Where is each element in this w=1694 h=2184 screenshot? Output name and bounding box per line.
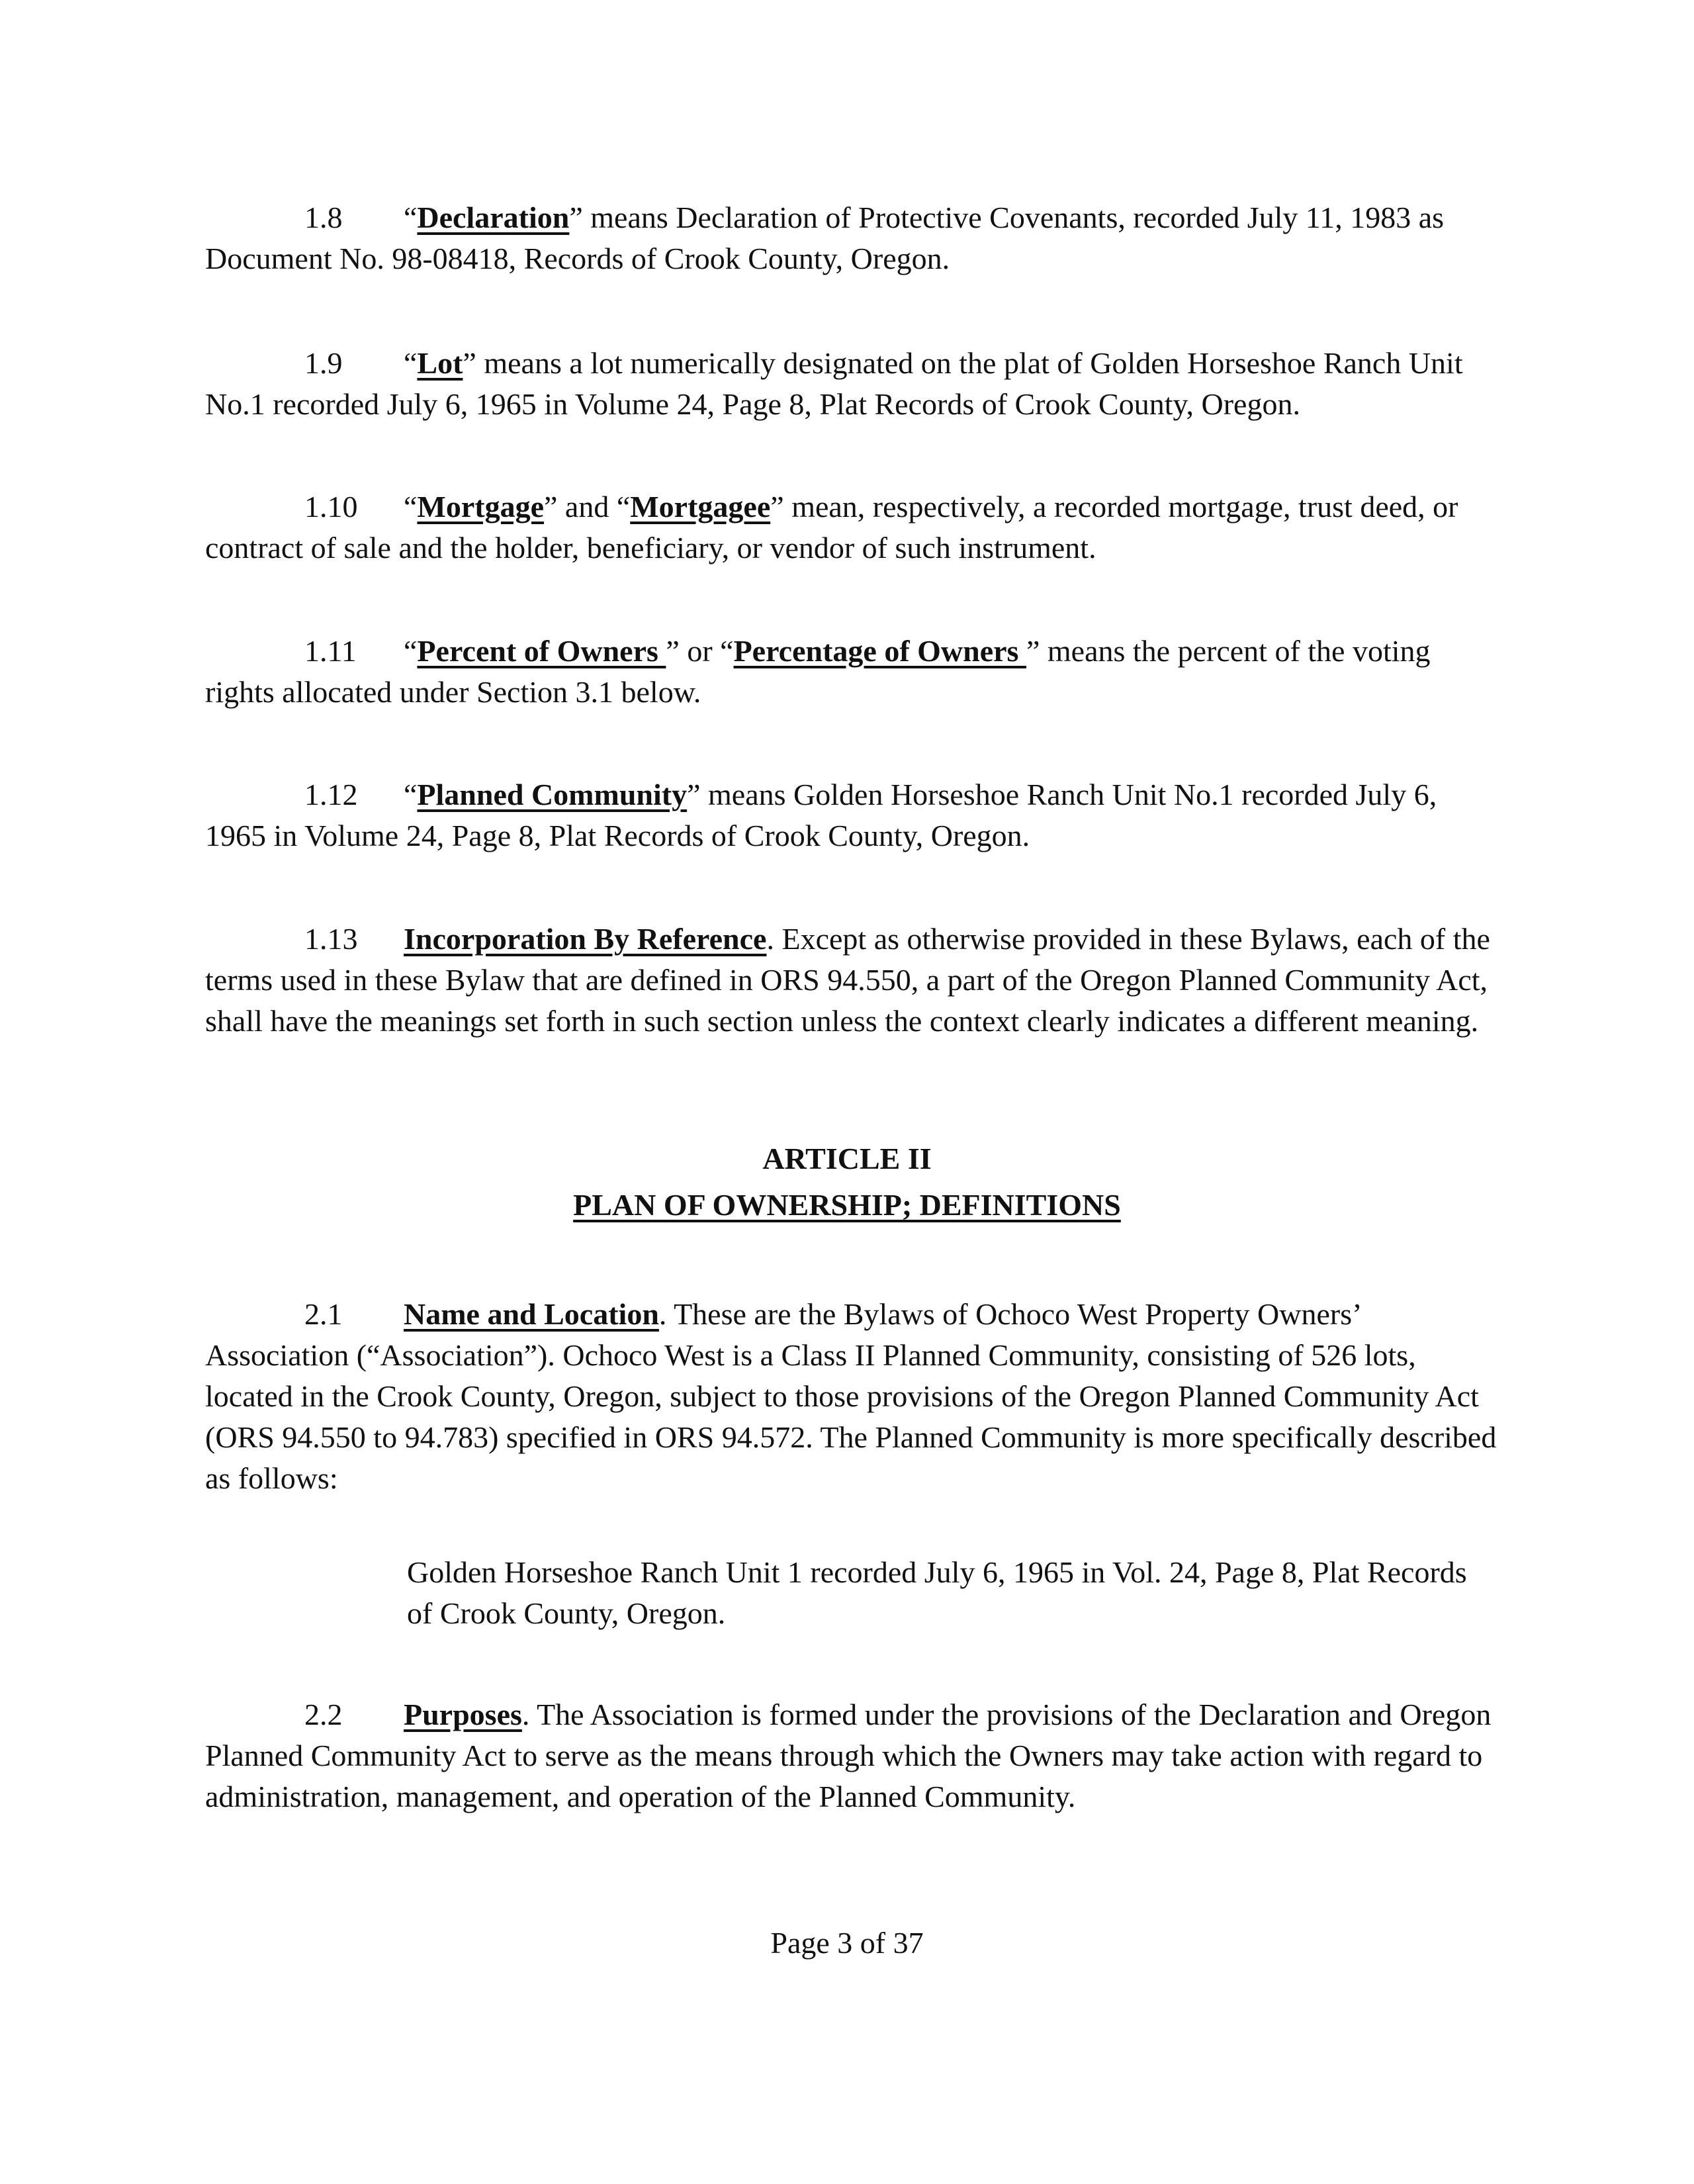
section-text: means the percent of the voting rights allocated under Section 3.1 below.	[205, 634, 1431, 709]
defined-term: Percent of Owners	[417, 634, 666, 668]
section-number: 2.2	[304, 1698, 343, 1731]
section-text: means a lot numerically designated on the plat of Golden Horseshoe Ranch Unit No.1 recorded July 6, 1965 in Volume 24, Page 8, Plat Records of Crook County, Oregon.	[205, 346, 1463, 421]
section-1-12: 1.12 “Planned Community” means Golden Horseshoe Ranch Unit No.1 recorded July 6, 1965 in Volume 24, Page 8, Plat Records of Crook County, Oregon.	[205, 774, 1502, 856]
section-number: 1.13	[304, 922, 358, 956]
section-number: 1.12	[304, 778, 358, 811]
defined-term-2: Percentage of Owners	[733, 634, 1026, 668]
defined-term: Name and Location	[404, 1297, 659, 1331]
page-number: Page 3 of 37	[770, 1926, 924, 1960]
section-number: 1.11	[304, 634, 357, 668]
section-1-10: 1.10 “Mortgage” and “Mortgagee” mean, respectively, a recorded mortgage, trust deed, or contract of sale and the holder, beneficiary, or vendor of such instrument.	[205, 486, 1502, 569]
section-text: means Golden Horseshoe Ranch Unit No.1 recorded July 6, 1965 in Volume 24, Page 8, Plat Records of Crook County, Oregon.	[205, 778, 1437, 852]
article-title: ARTICLE II	[762, 1142, 932, 1175]
section-1-13	[205, 919, 1502, 1042]
defined-term: Mortgage	[417, 490, 544, 523]
defined-term: Incorporation By Reference	[404, 922, 767, 956]
section-number: 1.9	[304, 346, 343, 380]
section-2-1	[205, 1294, 1502, 1499]
section-text: . Except as otherwise provided in these Bylaws, each of the terms used in these Bylaw that are defined in ORS 94.550, a part of the Oregon Planned Community Act, shall have the meanings set forth in such section unless the context clearly indicates a different meaning.	[205, 922, 1490, 1038]
defined-term: Planned Community	[417, 778, 688, 811]
article-subtitle: PLAN OF OWNERSHIP; DEFINITIONS	[573, 1188, 1121, 1222]
section-text: means Declaration of Protective Covenants, recorded July 11, 1983 as Document No. 98-08418, Records of Crook County, Oregon.	[205, 201, 1445, 275]
section-number: 2.1	[304, 1297, 343, 1331]
section-1-9: 1.9 “Lot” means a lot numerically designated on the plat of Golden Horseshoe Ranch Unit No.1 recorded July 6, 1965 in Volume 24, Page 8, Plat Records of Crook County, Oregon.	[205, 343, 1502, 425]
defined-term: Purposes	[404, 1698, 522, 1731]
section-number: 1.8	[304, 201, 343, 234]
block-quote: Golden Horseshoe Ranch Unit 1 recorded July 6, 1965 in Vol. 24, Page 8, Plat Records of Crook County, Oregon.	[407, 1555, 1467, 1630]
defined-term-2: Mortgagee	[630, 490, 771, 523]
defined-term: Lot	[417, 346, 463, 380]
section-2-2	[205, 1694, 1502, 1817]
section-number: 1.10	[304, 490, 358, 523]
section-1-8: 1.8 “Declaration” means Declaration of Protective Covenants, recorded July 11, 1983 as Document No. 98-08418, Records of Crook County, Oregon.	[205, 197, 1502, 279]
section-1-11: 1.11 “Percent of Owners ” or “Percentage of Owners ” means the percent of the voting rights allocated under Section 3.1 below.	[205, 631, 1502, 713]
section-text: . The Association is formed under the provisions of the Declaration and Oregon Planned Community Act to serve as the means through which the Owners may take action with regard to administration, management, and operation of the Planned Community.	[205, 1698, 1492, 1813]
defined-term: Declaration	[417, 201, 570, 234]
section-text: . These are the Bylaws of Ochoco West Property Owners’ Association (“Association”). Ochoco West is a Class II Planned Community, consisting of 526 lots, located in the Crook County, Oregon, subject to those provisions of the Oregon Planned Community Act (ORS 94.550 to 94.783) specified in ORS 94.572. The Planned Community is more specifically described as follows:	[205, 1297, 1497, 1495]
section-text: mean, respectively, a recorded mortgage, trust deed, or contract of sale and the holder, beneficiary, or vendor of such instrument.	[205, 490, 1458, 565]
